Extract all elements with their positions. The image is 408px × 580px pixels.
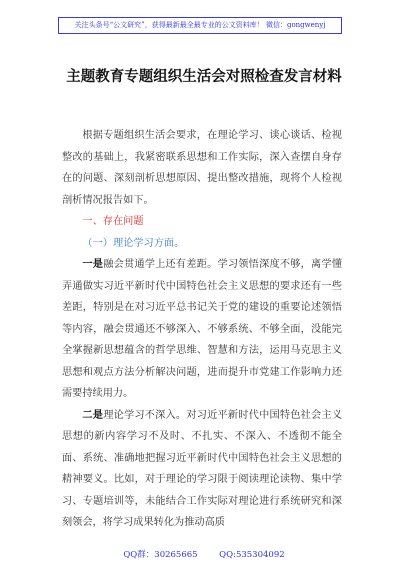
header-banner: 关注头条号“公文研究”，获得最新最全最专业的公文资料库！ 微信：gongwenyj xyxy=(58,17,342,34)
paragraph-point-1 xyxy=(62,254,342,405)
subsection-heading-theory: （一）理论学习方面。 xyxy=(82,237,185,249)
intro-paragraph: 根据专题组织生活会要求，在理论学习、谈心谈话、检视整改的基础上，我紧密联系思想和工作实际，深入查摆自身存在的问题、深刻剖析思想原因、提出整改措施，现将个人检视剖析情况报告如下。 xyxy=(62,130,342,206)
point-2-text: 理论学习不深入。对习近平新时代中国特色社会主义思想的新内容学习不及时、不扎实、不深入、不透彻不能全面、系统、准确地把握习近平新时代中国特色社会主义思想的精神要义。比如，对于理论的学习限于阅读理论读物、集中学习、专题培训等，未能结合工作实际对理论进行系统研究和深刻领会，将学习成果转化为推动高质 xyxy=(62,409,343,528)
point-1-lead: 一是 xyxy=(82,258,104,270)
section-heading-problems: 一、存在问题 xyxy=(82,216,144,227)
document-title: 主题教育专题组织生活会对照检查发言材料 xyxy=(66,68,342,85)
paragraph-point-2 xyxy=(62,405,342,534)
document-body xyxy=(62,125,342,534)
point-2-lead: 二是 xyxy=(82,408,104,421)
point-1-text: 融会贯通学上还有差距。学习领悟深度不够，离学懂弄通做实习近平新时代中国特色社会主义思想的要求还有一些差距，特别是在对习近平总书记关于党的建设的重要论述领悟等内容，融会贯通还不够深入、不够系统、不够全面，没能完全掌握新思想蕴含的哲学思维、智慧和方法，运用马克思主义思想和观点方法分析解决问题，进而提升市党建工作影响力还需要持续用力。 xyxy=(62,259,343,399)
footer-contact: QQ群：30265665 QQ:535304092 xyxy=(123,550,285,560)
